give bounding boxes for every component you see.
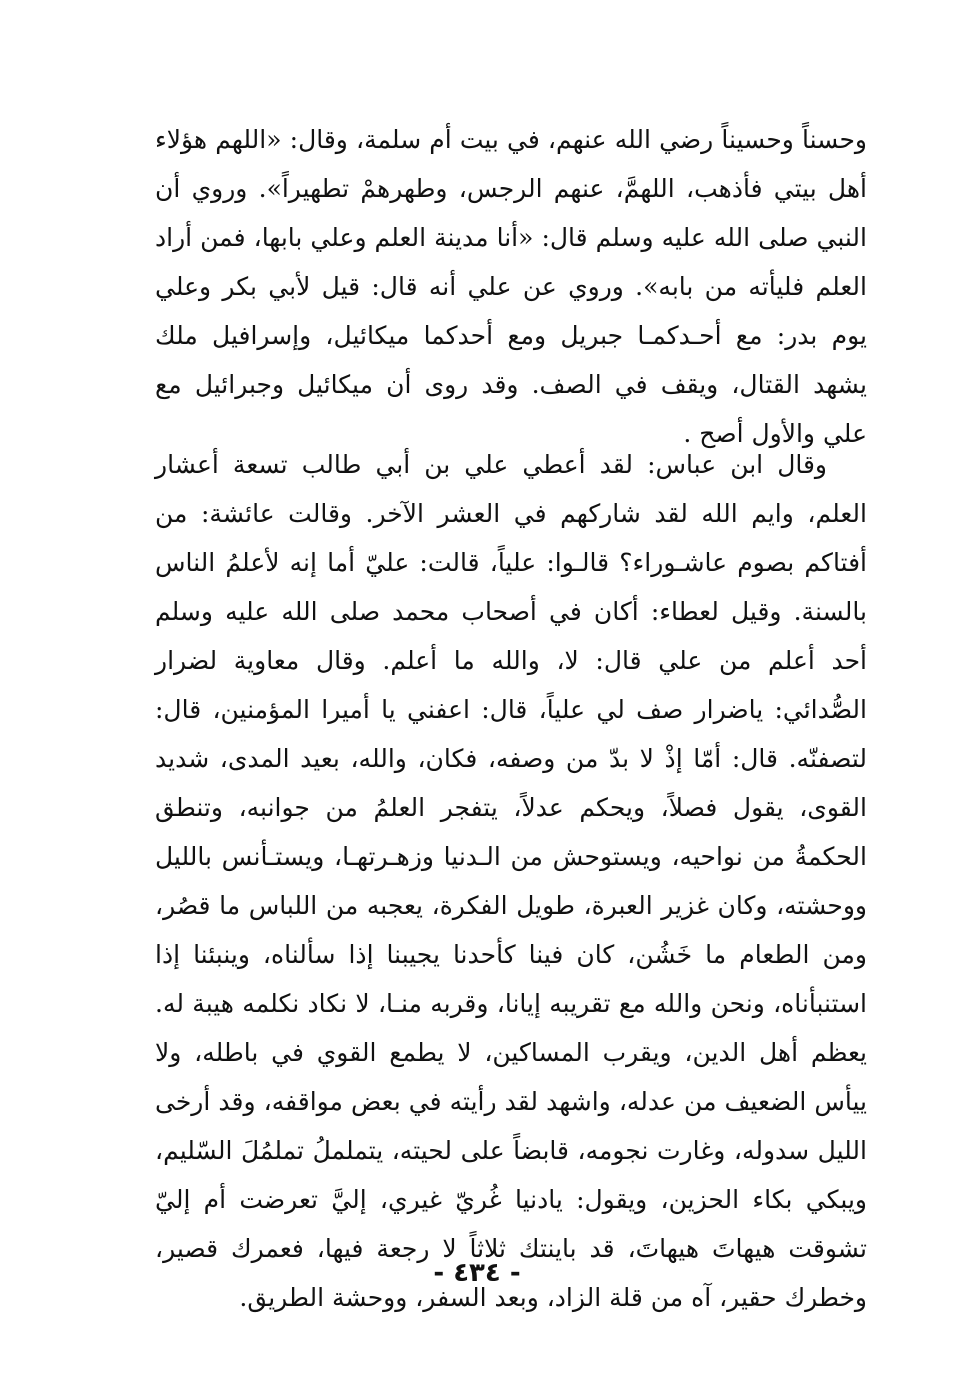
paragraph-2-text: وقال ابن عباس: لقد أعطي علي بن أبي طالب تسعة أعشار العلم، وايم الله لقد شاركهم في العشر الآخر. وقالت عائشة: من أفتاكم بصوم عاشـوراء؟ قالـوا: علياً، قالت: عليّ أما إنه لأعلمُ الناس بالسنة. وقيل لعطاء: أكان في أصحاب محمد صلى الله عليه وسلم أحد أعلم من علي قال: لا، والله ما أعلم. وقال معاوية لضرار الصُّدائي: ياضرار صف لي علياً، قال: اعفني يا أميرا المؤمنين، قال: لتصفنّه. قال: أمّا إذْ لا بدّ من وصفه، فكان، والله، بعيد المدى، شديد القوى، يقول فصلاً، ويحكم عدلاً، يتفجر العلمُ من جوانبه، وتنطق الحكمةُ من نواحيه، ويستوحش من الـدنيا وزهـرتهـا، ويستـأنس بالليل ووحشته، وكان غزير العبرة، طويل الفكرة، يعجبه من اللباس ما قصُر، ومن الطعام ما خَشُن، كان فينا كأحدنا يجيبنا إذا سألناه، وينبئنا إذا استنبأناه، ونحن والله مع تقريبه إيانا، وقربه منـا، لا نكاد نكلمه هيبة له. يعظم أهل الدين، ويقرب المساكين، لا يطمع القوي في باطله، ولا ييأس الضعيف من عدله، واشهد لقد رأيته في بعض مواقفه، وقد أرخى الليل سدوله، وغارت نجومه، قابضاً على لحيته، يتململُ تملمُلَ السّليم، ويبكي بكاء الحزين، ويقول: يادنيا غُريّ غيري، إليَّ تعرضت أم إليّ تشوقت هيهاتَ هيهاتَ، قد باينتك ثلاثاً لا رجعة فيها، فعمرك قصير، وخطرك حقير، آه من قلة الزاد، وبعد السفر، ووحشة الطريق. [155, 450, 867, 1312]
paragraph-2 [155, 440, 867, 1322]
paragraph-1: وحسناً وحسيناً رضي الله عنهم، في بيت أم سلمة، وقال: «اللهم هؤلاء أهل بيتي فأذهب، اللهمَّ، عنهم الرجس، وطهرهمْ تطهيراً». وروي أن النبي صلى الله عليه وسلم قال: «أنا مدينة العلم وعلي بابها، فمن أراد العلم فليأته من بابه». وروي عن علي أنه قال: قيل لأبي بكر وعلي يوم بدر: مع أحـدكمـا جبريل ومع أحدكما ميكائيل، وإسرافيل ملك يشهد القتال، ويقف في الصف. وقد روى أن ميكائيل وجبرائيل مع علي والأول أصح . [155, 125, 867, 448]
page-number: - ٤٣٤ - [433, 1258, 521, 1288]
